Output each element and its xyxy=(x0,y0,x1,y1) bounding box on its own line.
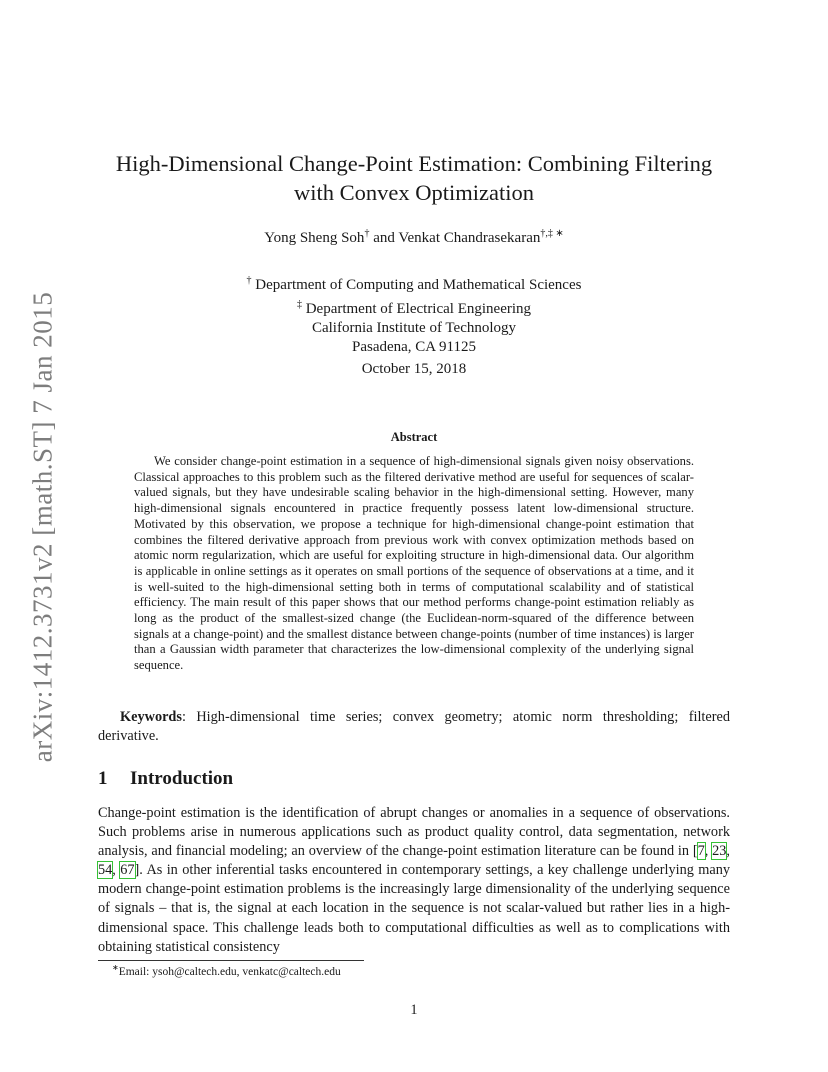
affiliation-mark: † xyxy=(246,275,252,286)
keywords-paragraph xyxy=(98,708,730,746)
footnote-mark: ∗ xyxy=(112,963,119,972)
title-line-2: with Convex Optimization xyxy=(294,180,534,205)
author-name: Yong Sheng Soh xyxy=(264,230,365,246)
footnote-rule xyxy=(98,960,364,961)
citation-separator: , xyxy=(726,843,730,860)
affiliation-line: Pasadena, CA 91125 xyxy=(351,339,476,355)
citation-link[interactable]: 7 xyxy=(697,843,705,860)
introduction-paragraph xyxy=(98,804,730,957)
author-list xyxy=(100,228,728,247)
affiliation-line xyxy=(100,271,728,295)
affiliation-text: Department of Electrical Engineering xyxy=(301,301,532,317)
section-heading xyxy=(98,768,233,790)
affiliation-mark: †,‡ ∗ xyxy=(540,228,564,239)
abstract-heading: Abstract xyxy=(390,430,438,444)
citation-separator: , xyxy=(704,843,713,860)
page-number: 1 xyxy=(410,1002,418,1018)
affiliation-line: California Institute of Technology xyxy=(311,320,517,336)
keywords-text: : High-dimensional time series; convex geometry; atomic norm thresholding; filtered derivative. xyxy=(98,709,730,744)
intro-text: Change-point estimation is the identification of abrupt changes or anomalies in a sequence of observations. Such problems arise in numerous applications such as product quality control, data segmentation, network analysis, and financial modeling; an overview of the change-point estimation literature can be found in [ xyxy=(98,805,730,860)
abstract-text: We consider change-point estimation in a sequence of high-dimensional signals given noisy observations. Classical approaches to this problem such as the filtered derivative method are useful for sequences of scalar-valued signals, but they have undesirable scaling behavior in the high-dimensional setting. However, many high-dimensional signals encountered in practice frequently possess latent low-dimensional structure. Motivated by this observation, we propose a technique for high-dimensional change-point estimation that combines the filtered derivative approach from previous work with convex optimization methods based on atomic norm regularization, which are useful for exploiting structure in high-dimensional data. Our algorithm is applicable in online settings as it operates on small portions of the sequence of observations at a time, and it is well-suited to the high-dimensional setting both in terms of computational scalability and of statistical efficiency. The main result of this paper shows that our method performs change-point estimation reliably as long as the product of the smallest-sized change (the Euclidean-norm-squared of the difference between signals at a change-point) and the smallest distance between change-points (number of time instances) is larger than a Gaussian width parameter that characterizes the low-dimensional complexity of the underlying signal sequence. xyxy=(134,454,694,673)
citation-link[interactable]: 23 xyxy=(712,843,727,860)
section-title: Introduction xyxy=(130,768,234,789)
footnote-text: Email: ysoh@caltech.edu, venkatc@caltech.edu xyxy=(118,965,341,978)
keywords-label: Keywords xyxy=(120,709,182,725)
paper-date: October 15, 2018 xyxy=(361,361,467,377)
citation-separator: , xyxy=(112,862,121,879)
affiliation-mark: ‡ xyxy=(296,299,302,310)
paper-title xyxy=(100,149,728,207)
intro-text: ]. As in other inferential tasks encountered in contemporary settings, a key challenge underlying many modern change-point estimation problems is the increasingly large dimensionality of the underlying sequence of signals – that is, the signal at each location in the sequence is not scalar-valued but rather lies in a high-dimensional space. This challenge leads both to computational difficulties as well as to complications with obtaining statistical consistency xyxy=(98,862,731,955)
citation-link[interactable]: 67 xyxy=(120,862,135,879)
arxiv-identifier-stamp: arXiv:1412.3731v2 [math.ST] 7 Jan 2015 xyxy=(27,291,58,763)
author-conjunction: and xyxy=(369,230,399,246)
footnote xyxy=(112,963,341,978)
affiliations xyxy=(100,271,728,357)
section-number: 1 xyxy=(98,768,108,789)
citation-link[interactable]: 54 xyxy=(98,862,113,879)
affiliation-mark: † xyxy=(364,228,370,239)
affiliation-text: Department of Computing and Mathematical Sciences xyxy=(251,277,582,293)
author-name: Venkat Chandrasekaran xyxy=(398,230,541,246)
title-line-1: High-Dimensional Change-Point Estimation: Combining Filtering xyxy=(115,151,713,176)
affiliation-line xyxy=(100,295,728,319)
